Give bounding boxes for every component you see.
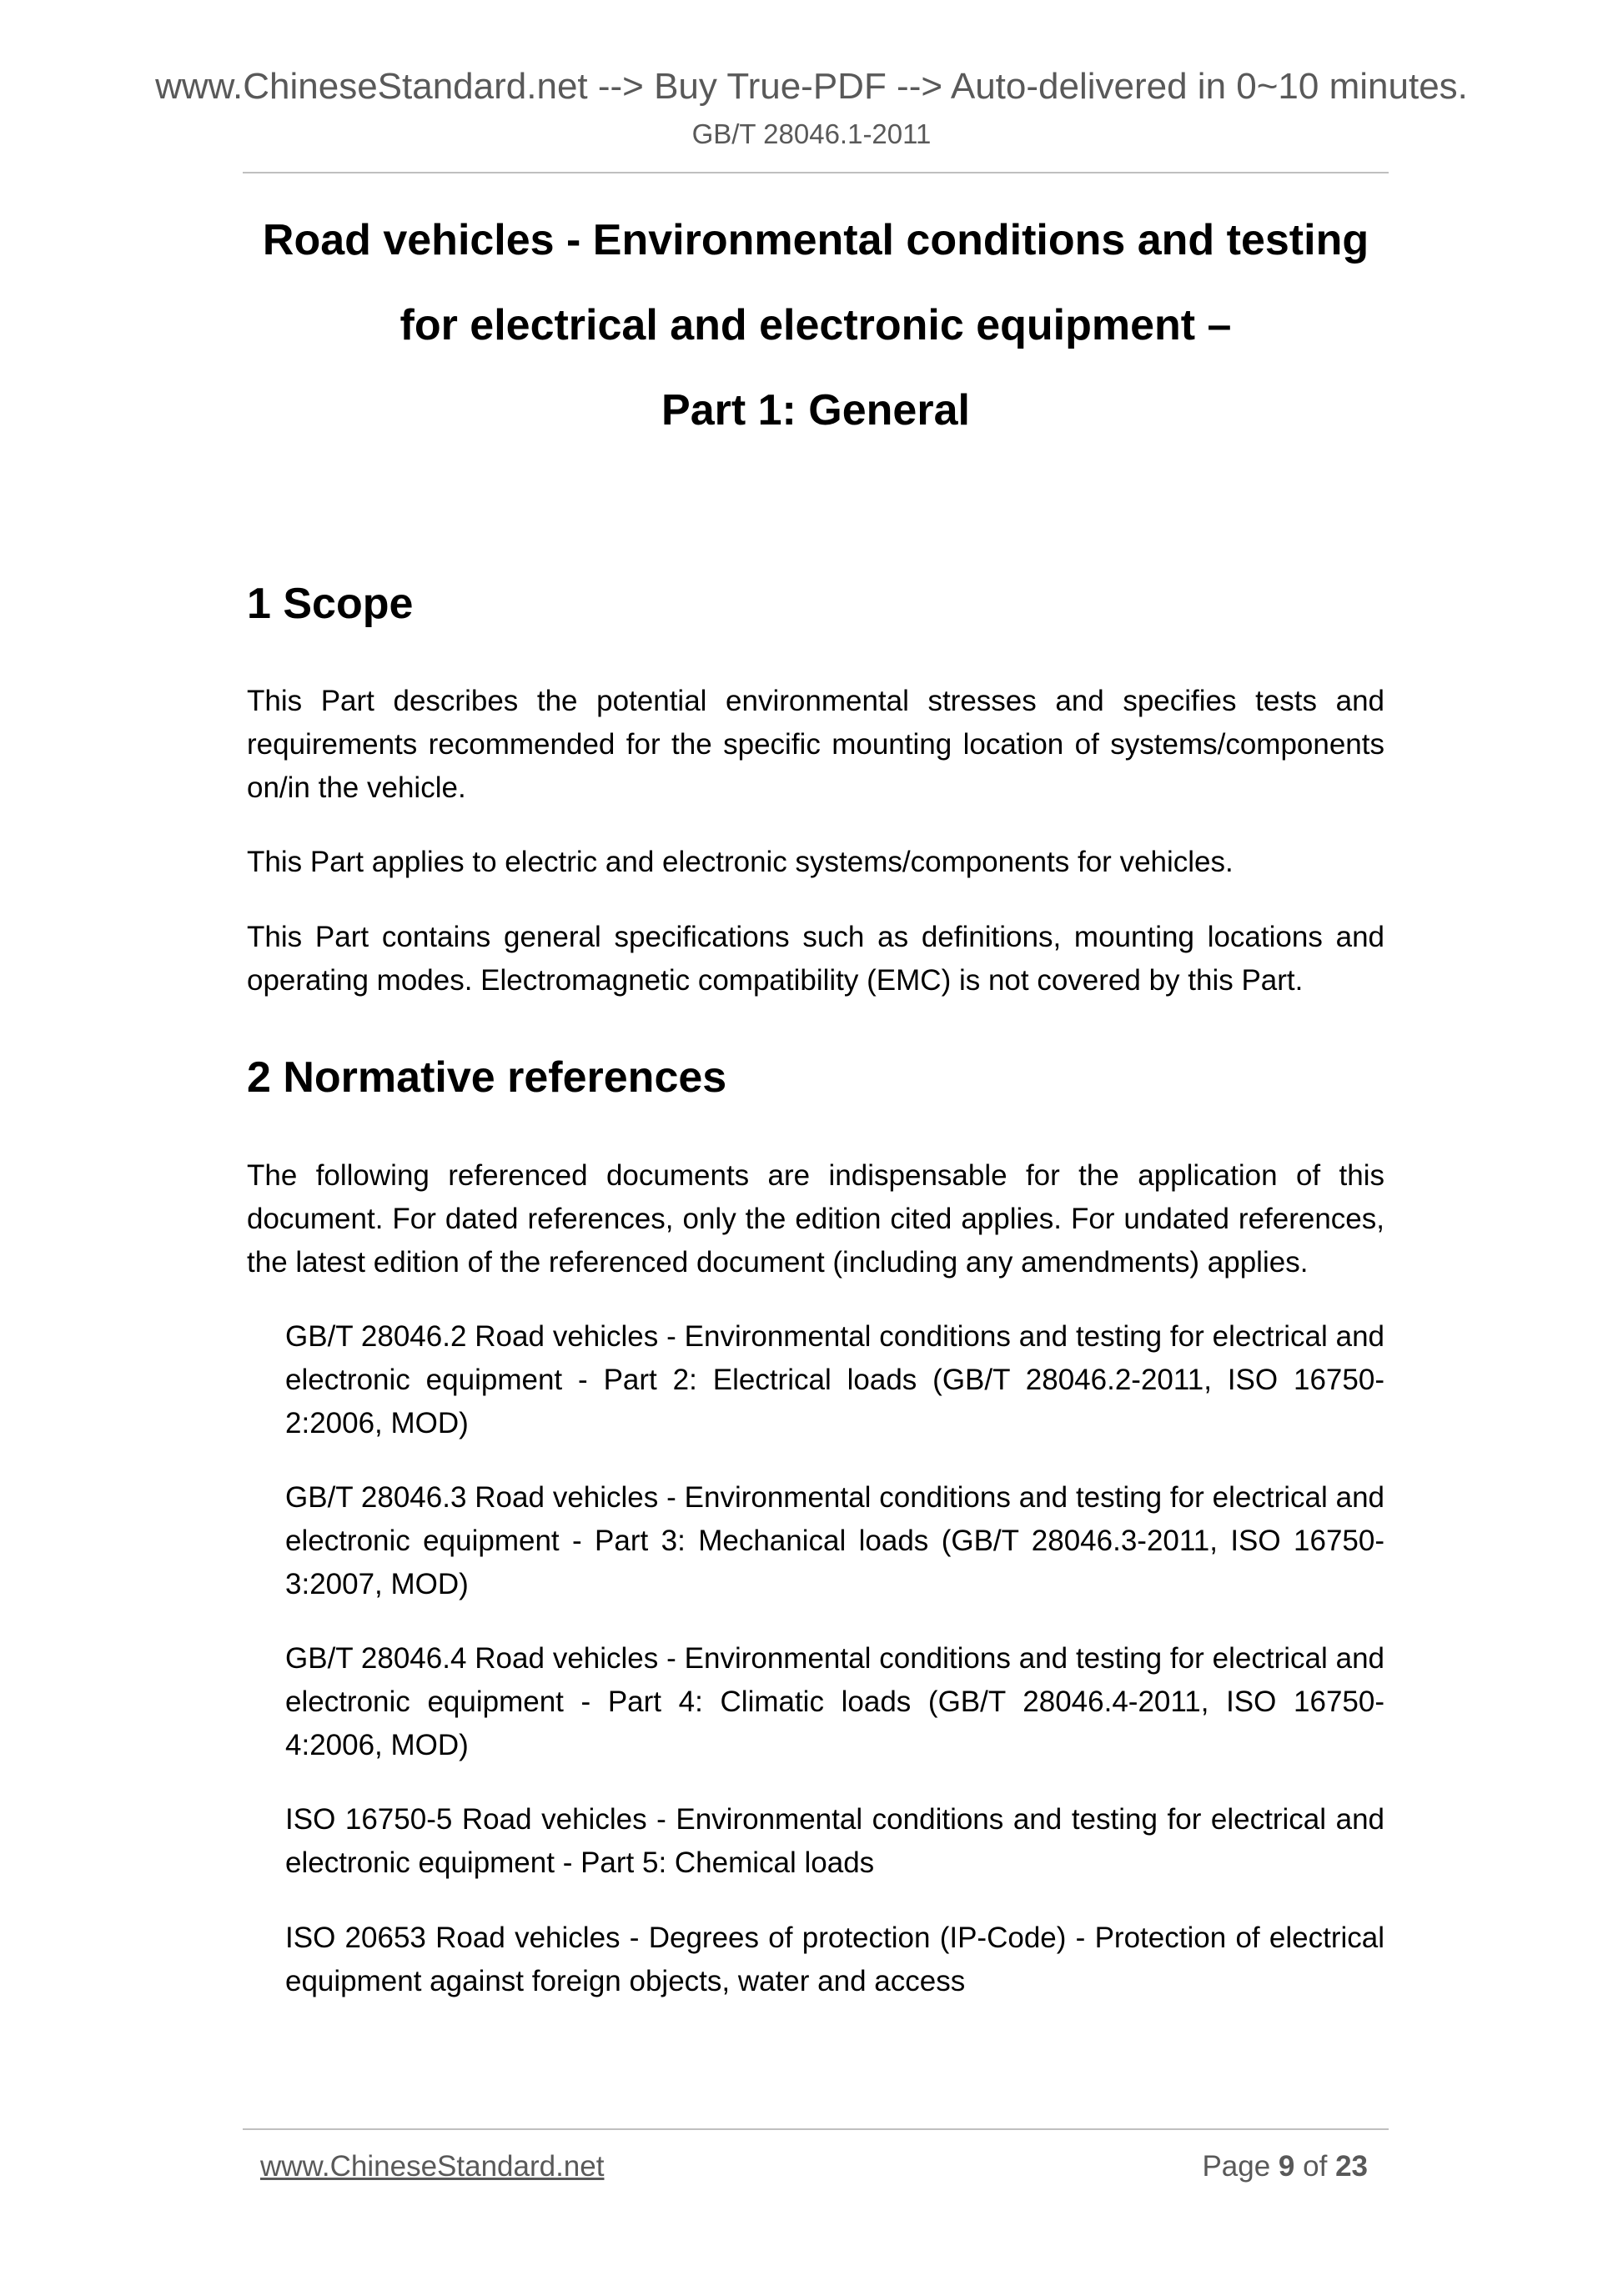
scope-paragraph-1: This Part describes the potential environmental stresses and specifies tests and requirements recommended for the specific mounting location of systems/components on/in the vehicle. [247, 685, 1384, 804]
page-of: of [1303, 2150, 1328, 2183]
page-total: 23 [1335, 2150, 1368, 2183]
reference-item: GB/T 28046.4 Road vehicles - Environmental conditions and testing for electrical and electronic equipment - Part 4: Climatic loads (GB/T 28046.4-2011, ISO 16750-4:2006, MOD) [285, 1642, 1384, 1761]
document-title-line-3: Part 1: General [661, 386, 970, 435]
footer-website-link[interactable]: www.ChineseStandard.net [260, 2150, 605, 2183]
section-heading-scope: 1 Scope [247, 580, 414, 628]
footer-divider [243, 2128, 1389, 2130]
page-label: Page [1202, 2150, 1271, 2183]
section-heading-normative-references: 2 Normative references [247, 1053, 727, 1102]
reference-item: ISO 16750-5 Road vehicles - Environmental conditions and testing for electrical and electronic equipment - Part 5: Chemical loads [285, 1803, 1384, 1879]
reference-item: GB/T 28046.3 Road vehicles - Environmental conditions and testing for electrical and electronic equipment - Part 3: Mechanical loads (GB/T 28046.3-2011, ISO 16750-3:2007, MOD) [285, 1481, 1384, 1600]
header-divider [243, 172, 1389, 173]
header-standard-code: GB/T 28046.1-2011 [691, 118, 932, 149]
reference-item: ISO 20653 Road vehicles - Degrees of protection (IP-Code) - Protection of electrical equipment against foreign objects, water and access [285, 1922, 1384, 1997]
page-number [1202, 2147, 1368, 2187]
normative-references-intro: The following referenced documents are indispensable for the application of this document. For dated references, only the edition cited applies. For undated references, the latest edition of the referenced document (including any amendments) applies. [247, 1159, 1384, 1279]
document-title-line-2: for electrical and electronic equipment – [399, 301, 1232, 349]
reference-item: GB/T 28046.2 Road vehicles - Environmental conditions and testing for electrical and electronic equipment - Part 2: Electrical loads (GB/T 28046.2-2011, ISO 16750-2:2006, MOD) [285, 1320, 1384, 1439]
page-current: 9 [1278, 2150, 1295, 2183]
document-title-line-1: Road vehicles - Environmental conditions and testing [262, 216, 1369, 264]
scope-paragraph-3: This Part contains general specifications such as definitions, mounting locations and operating modes. Electromagnetic compatibility (EMC) is not covered by this Part. [247, 921, 1384, 997]
scope-paragraph-2: This Part applies to electric and electronic systems/components for vehicles. [247, 846, 1234, 878]
header-promo-line: www.ChineseStandard.net --> Buy True-PDF --> Auto-delivered in 0~10 minutes. [155, 66, 1468, 107]
